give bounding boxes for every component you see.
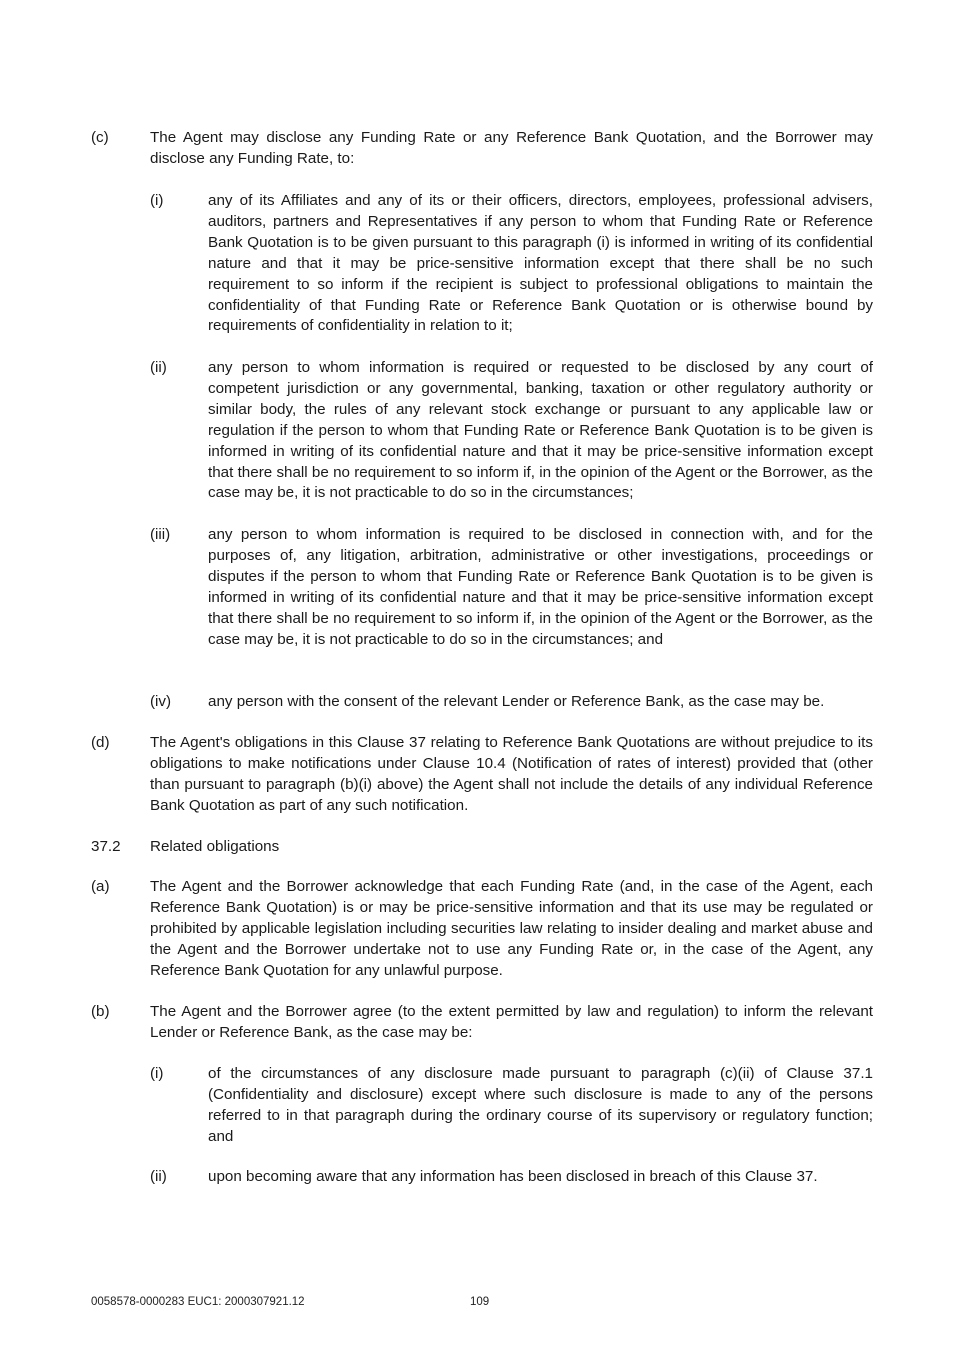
footer-page-number: 109	[470, 1296, 490, 1308]
paragraph-label: (a)	[91, 878, 110, 895]
subparagraph-text: of the circumstances of any disclosure made pursuant to paragraph (c)(ii) of Clause 37.1 (Confidentiality and disclosure) except where such disclosure is made to any of the persons referred to in that paragraph during the ordinary course of its supervisory or regulatory function; and	[208, 1065, 873, 1145]
clause-title: Related obligations	[150, 838, 280, 855]
paragraph-label: (d)	[91, 734, 110, 751]
subparagraph-text: any of its Affiliates and any of its or their officers, directors, employees, professional advisers, auditors, partners and Representatives if any person to whom that Funding Rate or Reference Bank Quotation is to be given pursuant to this paragraph (i) is informed in writing of its confidential nature and that it may be price-sensitive information except that there shall be no such requirement to so inform if the recipient is subject to professional obligations to maintain the confidentiality of that Funding Rate or Reference Bank Quotation or is otherwise bound by requirements of confidentiality in relation to it;	[208, 192, 873, 335]
paragraph-label: (c)	[91, 129, 109, 146]
paragraph-text: The Agent may disclose any Funding Rate or any Reference Bank Quotation, and the Borrower may disclose any Funding Rate, to:	[150, 129, 873, 167]
paragraph-text: The Agent's obligations in this Clause 37 relating to Reference Bank Quotations are without prejudice to its obligations to make notifications under Clause 10.4 (Notification of rates of interest) provided that (other than pursuant to paragraph (b)(i) above) the Agent shall not include the details of any individual Reference Bank Quotation as part of any such notification.	[150, 734, 873, 814]
subparagraph-text: any person with the consent of the relevant Lender or Reference Bank, as the case may be.	[208, 693, 825, 710]
subparagraph-text: any person to whom information is required or requested to be disclosed by any court of competent jurisdiction or any governmental, banking, taxation or other regulatory authority or similar body, the rules of any relevant stock exchange or pursuant to any applicable law or regulation if the person to whom that Funding Rate or Reference Bank Quotation is to be given is informed in writing of its confidential nature and that it may be price-sensitive information except that there shall be no requirement to so inform if, in the opinion of the Agent or the Borrower, as the case may be, it is not practicable to do so in the circumstances;	[208, 359, 873, 502]
subparagraph-label: (iv)	[150, 693, 172, 710]
paragraph-text: The Agent and the Borrower agree (to the extent permitted by law and regulation) to inform the relevant Lender or Reference Bank, as the case may be:	[150, 1003, 873, 1041]
paragraph-label: (b)	[91, 1003, 110, 1020]
paragraph-text: The Agent and the Borrower acknowledge that each Funding Rate (and, in the case of the Agent, each Reference Bank Quotation) is or may be price-sensitive information and that its use may be regulated or prohibited by applicable legislation including securities law relating to insider dealing and market abuse and the Agent and the Borrower undertake not to use any Funding Rate or, in the case of the Agent, any Reference Bank Quotation for any unlawful purpose.	[150, 878, 873, 979]
clause-number: 37.2	[91, 838, 121, 855]
subparagraph-text: any person to whom information is required to be disclosed in connection with, and for the purposes of, any litigation, arbitration, administrative or other investigations, proceedings or disputes if the person to whom that Funding Rate or Reference Bank Quotation is to be given is informed in writing of its confidential nature and that it may be price-sensitive information except that there shall be no requirement to so inform if, in the opinion of the Agent or the Borrower, as the case may be, it is not practicable to do so in the circumstances; and	[208, 526, 873, 648]
subparagraph-label: (ii)	[150, 1168, 167, 1185]
subparagraph-label: (ii)	[150, 359, 167, 376]
subparagraph-label: (i)	[150, 1065, 164, 1082]
subparagraph-label: (i)	[150, 192, 164, 209]
subparagraph-label: (iii)	[150, 526, 171, 543]
footer-document-reference: 0058578-0000283 EUC1: 2000307921.12	[91, 1296, 305, 1308]
subparagraph-text: upon becoming aware that any information has been disclosed in breach of this Clause 37.	[208, 1168, 818, 1185]
